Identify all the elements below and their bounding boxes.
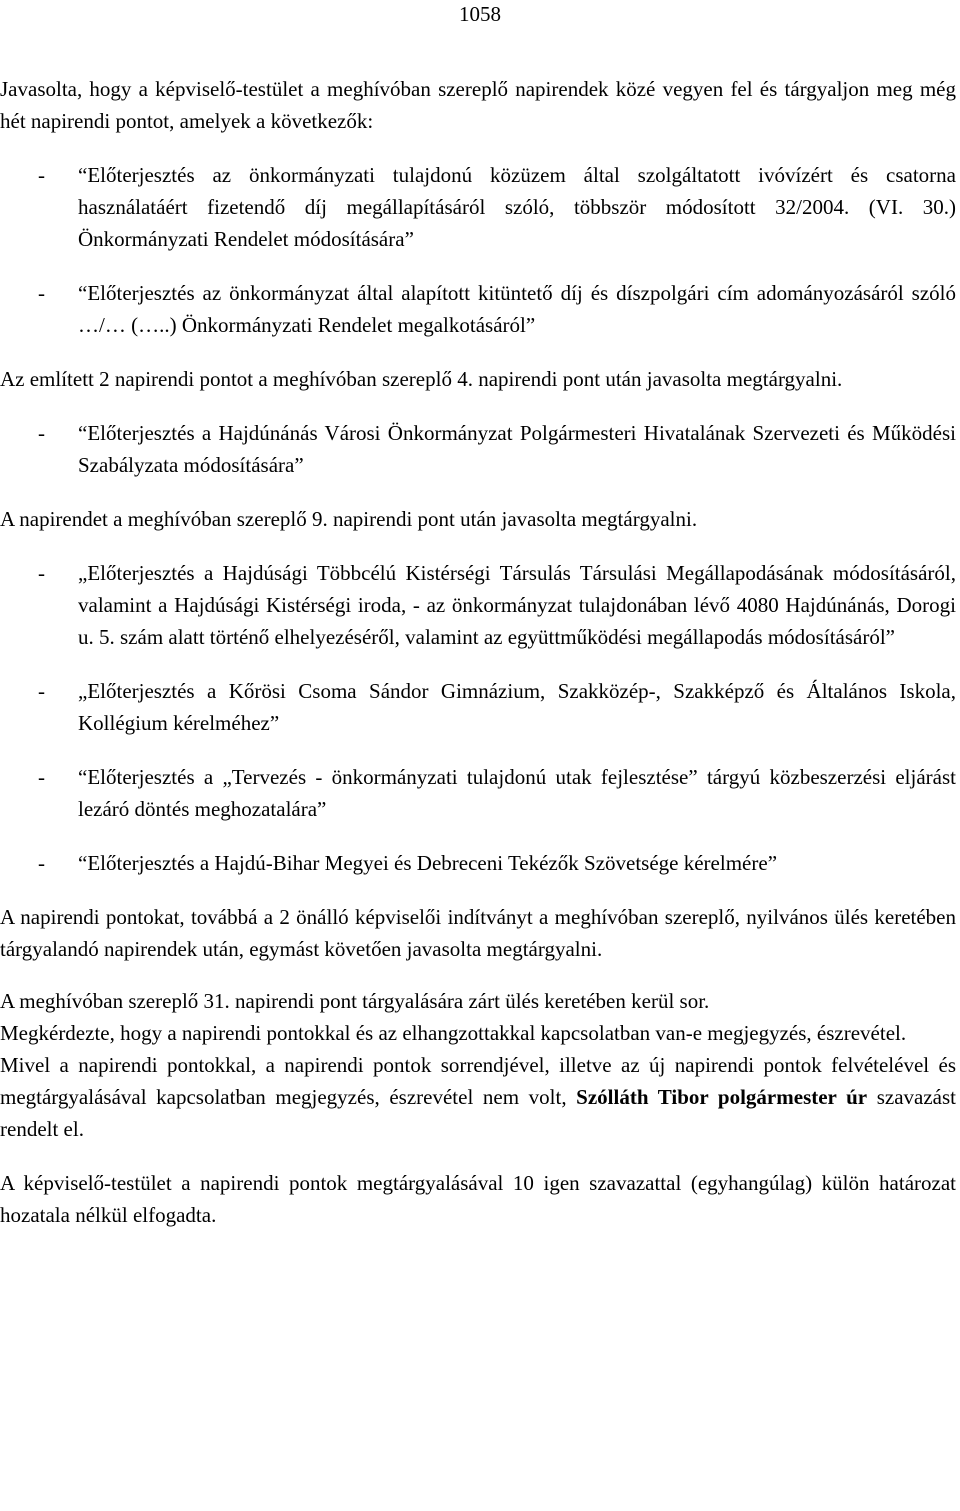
quote-open: “ <box>78 851 88 875</box>
list-item <box>0 277 956 341</box>
paragraph-closed-session: A meghívóban szereplő 31. napirendi pont tárgyalására zárt ülés keretében kerül sor. <box>0 989 710 1013</box>
paragraph-agenda-note-2: A napirendet a meghívóban szereplő 9. napirendi pont után javasolta megtárgyalni. <box>0 507 698 531</box>
quote-open: “ <box>78 421 88 445</box>
list-item <box>0 417 956 481</box>
list-item-text: Előterjesztés az önkormányzat által alapított kitüntető díj és díszpolgári cím adományozásáról szóló …/… (…..) Önkormányzati Rendelet megalkotásáról <box>78 281 956 337</box>
list-item-text: „Előterjesztés a Kőrösi Csoma Sándor Gimnázium, Szakközép-, Szakképző és Általános Iskola, Kollégium kérelméhez <box>78 679 956 735</box>
list-item-text: „Előterjesztés a Hajdúsági Többcélú Kistérségi Társulás Társulási Megállapodásának módosításáról, valamint a Hajdúsági Kistérségi iroda, - az önkormányzat tulajdonában lévő 4080 Hajdúnánás, Dorogi u. 5. szám alatt történő elhelyezéséről, valamint az együttműködési megállapodás módosításáról <box>78 561 956 649</box>
list-item <box>0 847 956 879</box>
quote-close: ” <box>294 453 304 477</box>
quote-close: ” <box>317 797 327 821</box>
vote-call-text: Mivel a napirendi pontokkal, a napirendi pontok sorrendjével, illetve az új napirendi pontok felvételével és megtárgyalásával kapcsolatban megjegyzés, észrevétel nem volt, <box>0 1053 956 1109</box>
quote-open: “ <box>78 163 88 187</box>
list-dash: - <box>38 851 45 875</box>
list-item-text: Előterjesztés a Hajdúnánás Városi Önkormányzat Polgármesteri Hivatalának Szervezeti és Működési Szabályzata módosítására <box>78 421 956 477</box>
list-dash: - <box>38 281 45 305</box>
quote-open: “ <box>78 281 88 305</box>
quote-close: ” <box>767 851 778 875</box>
quote-close: ” <box>525 313 536 337</box>
paragraph-question: Megkérdezte, hogy a napirendi pontokkal és az elhangzottakkal kapcsolatban van-e megjegyzés, észrevétel. <box>0 1021 907 1045</box>
paragraph-vote-call <box>0 1049 956 1145</box>
paragraph-vote-result: A képviselő-testület a napirendi pontok megtárgyalásával 10 igen szavazattal (egyhangúlag) külön határozat hozatala nélkül elfogadta. <box>0 1171 956 1227</box>
paragraph-agenda-order: A napirendi pontokat, továbbá a 2 önálló képviselői indítványt a meghívóban szereplő, nyilvános ülés keretében tárgyalandó napirendek után, egymást követően javasolta megtárgyalni. <box>0 905 956 961</box>
quote-close: ” <box>404 227 414 251</box>
list-item <box>0 159 956 255</box>
page-number: 1058 <box>459 2 501 26</box>
quote-close: ” <box>269 711 280 735</box>
list-item-text: Előterjesztés a Hajdú-Bihar Megyei és Debreceni Tekézők Szövetsége kérelmére <box>87 851 768 875</box>
list-dash: - <box>38 765 45 789</box>
mayor-name: Szólláth Tibor polgármester úr <box>576 1085 868 1109</box>
list-dash: - <box>38 679 45 703</box>
document-body <box>0 73 956 1231</box>
list-item-text: Előterjesztés az önkormányzati tulajdonú közüzem által szolgáltatott ivóvízért és csatorna használatáért fizetendő díj megállapításáról szóló, többször módosított 32/2004. (VI. 30.) Önkormányzati Rendelet módosítására <box>78 163 956 251</box>
list-item <box>0 557 956 653</box>
quote-close: ” <box>885 625 895 649</box>
paragraph-intro: Javasolta, hogy a képviselő-testület a meghívóban szereplő napirendek közé vegyen fel és tárgyaljon meg még hét napirendi pontot, amelyek a következők: <box>0 77 956 133</box>
list-dash: - <box>38 163 45 187</box>
quote-open: “ <box>78 765 88 789</box>
list-dash: - <box>38 421 45 445</box>
list-item-text: Előterjesztés a „Tervezés - önkormányzati tulajdonú utak fejlesztése” tárgyú közbeszerzési eljárást lezáró döntés meghozatalára <box>78 765 956 821</box>
paragraph-agenda-note-1: Az említett 2 napirendi pontot a meghívóban szereplő 4. napirendi pont után javasolta megtárgyalni. <box>0 367 843 391</box>
list-dash: - <box>38 561 45 585</box>
list-item <box>0 761 956 825</box>
list-item <box>0 675 956 739</box>
vote-call-text-end: szavazást rendelt el. <box>0 1085 956 1141</box>
